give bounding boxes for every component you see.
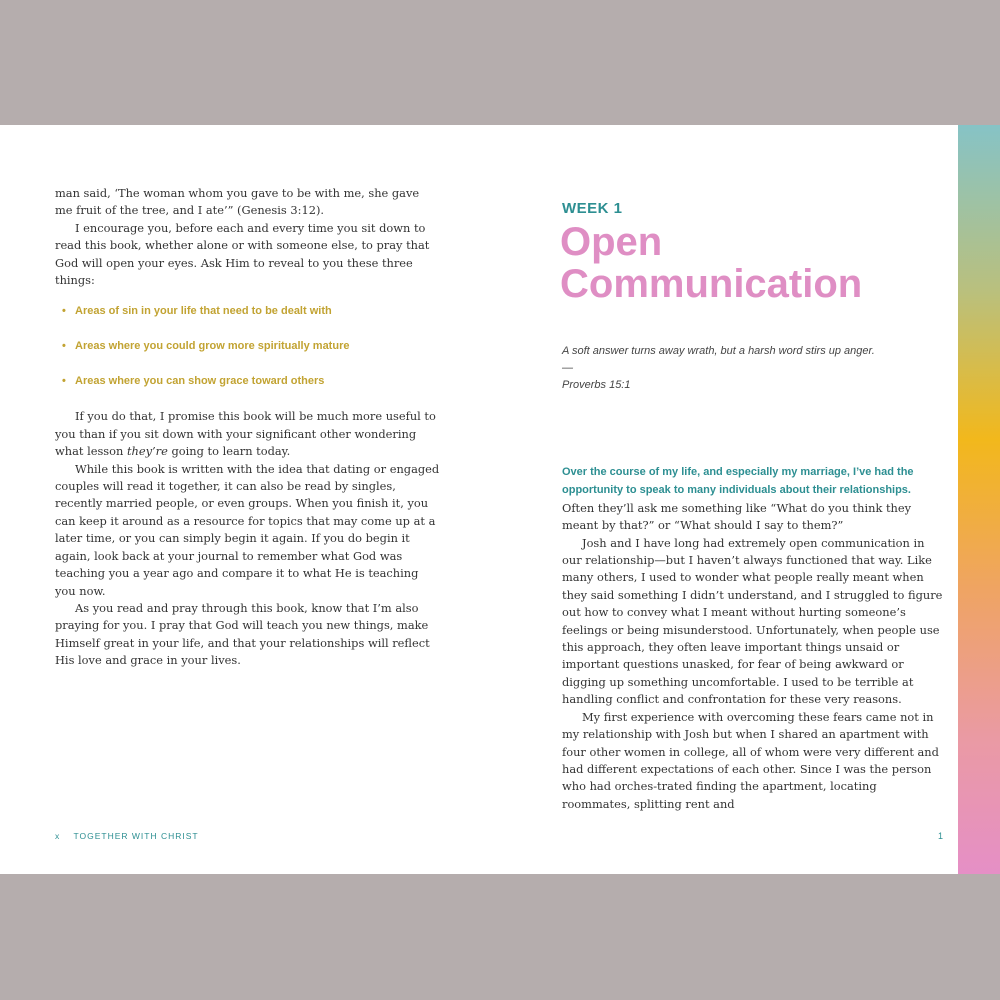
left-body-text <box>55 185 440 670</box>
book-title-footer: TOGETHER WITH CHRIST <box>73 831 199 841</box>
epigraph <box>562 343 962 394</box>
page-number: 1 <box>938 831 944 841</box>
body-paragraph: man said, ‘The woman whom you gave to be with me, she gave me fruit of the tree, and I ate’” (Genesis 3:12). <box>55 186 420 218</box>
running-footer <box>55 831 199 841</box>
bullet-item <box>62 373 440 390</box>
body-paragraph: My first experience with overcoming these fears came not in my relationship with Josh but when I shared an apartment with four other women in college, all of whom were very different and had different expectations of each other. Since I was the person who had orches-trated finding the apartment, locating roommates, splitting rent and <box>562 709 939 811</box>
week-label: WEEK 1 <box>562 200 623 217</box>
epigraph-quote: A soft answer turns away wrath, but a harsh word stirs up anger. <box>562 345 875 357</box>
bullet-item <box>62 338 440 355</box>
right-body-text <box>562 463 944 813</box>
bullet-list <box>55 303 440 390</box>
left-page <box>0 125 500 874</box>
bullet-text: Areas of sin in your life that need to be dealt with <box>75 305 332 318</box>
bullet-icon: • <box>62 305 66 318</box>
gradient-edge-tab <box>958 125 1000 874</box>
page-number: x <box>55 831 61 841</box>
body-paragraph <box>55 408 440 460</box>
text-run: going to learn today. <box>167 444 291 459</box>
text-run: Often they’ll ask me something like “What do you think they meant by that?” or “What should I say to them?” <box>562 500 912 533</box>
body-paragraph: Josh and I have long had extremely open communication in our relationship—but I haven’t always functioned that way. Like many others, I used to wonder what people really meant when they said something I didn’t understand, and I struggled to figure out how to convey what I meant without hurting someone’s feelings or being misunderstood. Unfortunately, when people use this approach, they often leave important things unsaid or important questions unasked, for fear of being awkward or digging up something uncomfortable. I used to be terrible at handling conflict and confrontation for these very reasons. <box>562 535 943 707</box>
chapter-title-line: Open <box>560 220 663 264</box>
lead-in-text: Over the course of my life, and especially my marriage, I’ve had the opportunity to speak to many individuals about their relationships. <box>562 466 914 497</box>
body-paragraph: I encourage you, before each and every time you sit down to read this book, whether alone or with someone else, to pray that God will open your eyes. Ask Him to reveal to you these three things: <box>55 220 430 288</box>
book-spread <box>0 125 1000 874</box>
body-paragraph: As you read and pray through this book, know that I’m also praying for you. I pray that God will teach you new things, make Himself great in your life, and that your relationships will reflect His love and grace in your lives. <box>55 600 430 668</box>
bullet-icon: • <box>62 340 66 353</box>
bullet-text: Areas where you can show grace toward others <box>75 375 325 388</box>
text-run: If you do that, I promise this book will be much more useful to you than if you sit down with your significant other wondering what lesson <box>55 409 436 459</box>
epigraph-dash: — <box>562 362 573 374</box>
emphasis-text: they’re <box>126 444 168 459</box>
epigraph-source: Proverbs 15:1 <box>562 379 631 391</box>
chapter-title <box>560 221 862 305</box>
bullet-item <box>62 303 440 320</box>
bullet-icon: • <box>62 375 66 388</box>
bullet-text: Areas where you could grow more spiritually mature <box>75 340 350 353</box>
body-paragraph: While this book is written with the idea that dating or engaged couples will read it together, it can also be read by singles, recently married people, or even groups. When you finish it, you can keep it around as a resource for topics that may come up at a later time, or you can simply begin it again. If you do begin it again, look back at your journal to remember what God was teaching you a year ago and compare it to what He is teaching you now. <box>55 461 440 598</box>
right-page <box>500 125 958 874</box>
body-paragraph <box>562 463 944 535</box>
chapter-title-line: Communication <box>560 262 863 306</box>
